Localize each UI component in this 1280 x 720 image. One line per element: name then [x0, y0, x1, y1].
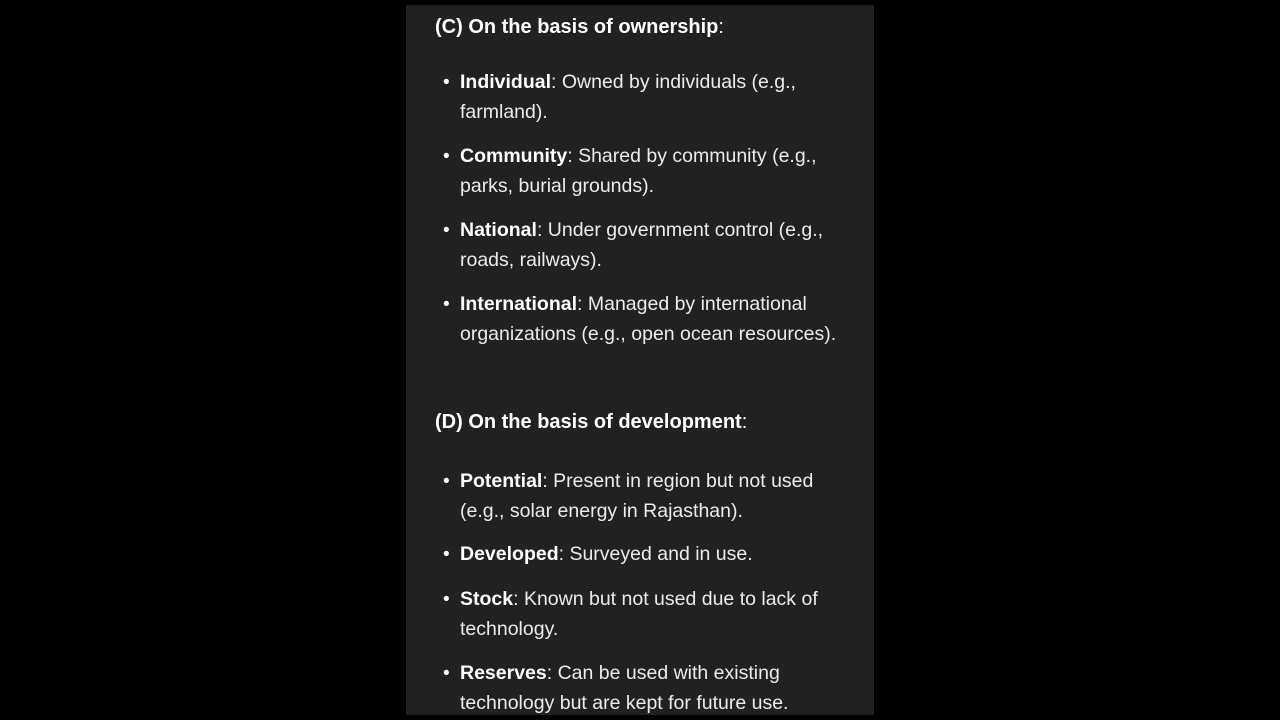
- section-heading-development: [435, 408, 747, 436]
- bullet-icon: •: [443, 544, 450, 565]
- bullet-icon: •: [443, 589, 450, 610]
- section-heading-text: (D) On the basis of development: [435, 411, 742, 433]
- list-item-developed: [443, 540, 843, 570]
- item-term: Reserves: [460, 662, 547, 684]
- item-description: : Present in region but not used (e.g., solar energy in Rajasthan).: [460, 470, 814, 522]
- item-description: : Managed by international organizations (e.g., open ocean resources).: [460, 293, 837, 345]
- bullet-icon: •: [443, 294, 450, 315]
- list-item-community: [443, 142, 843, 201]
- section-heading-text: (C) On the basis of ownership: [435, 16, 719, 38]
- bullet-icon: •: [443, 471, 450, 492]
- list-item-individual: [443, 68, 843, 127]
- item-term: International: [460, 293, 578, 315]
- item-term: Individual: [460, 71, 552, 93]
- item-term: Community: [460, 145, 568, 167]
- bullet-icon: •: [443, 146, 450, 167]
- list-item-international: [443, 290, 843, 349]
- section-heading-suffix: :: [718, 16, 724, 38]
- list-item-national: [443, 216, 843, 275]
- section-heading-ownership: [435, 13, 724, 41]
- bullet-icon: •: [443, 72, 450, 93]
- list-item-stock: [443, 585, 843, 644]
- item-description: : Shared by community (e.g., parks, burial grounds).: [460, 145, 817, 197]
- item-description: : Surveyed and in use.: [558, 543, 753, 565]
- item-term: National: [460, 219, 537, 241]
- item-term: Stock: [460, 588, 514, 610]
- section-heading-suffix: :: [741, 411, 748, 433]
- item-description: : Under government control (e.g., roads, railways).: [460, 219, 824, 271]
- bullet-icon: •: [443, 663, 450, 684]
- bullet-icon: •: [443, 220, 450, 241]
- content-panel: [406, 5, 874, 715]
- list-item-potential: [443, 467, 843, 526]
- item-description: : Owned by individuals (e.g., farmland).: [460, 71, 796, 123]
- item-description: : Known but not used due to lack of technology.: [460, 588, 818, 640]
- list-item-reserves: [443, 659, 843, 715]
- item-term: Potential: [460, 470, 543, 492]
- item-term: Developed: [460, 543, 559, 565]
- item-description: : Can be used with existing technology but are kept for future use.: [460, 662, 789, 714]
